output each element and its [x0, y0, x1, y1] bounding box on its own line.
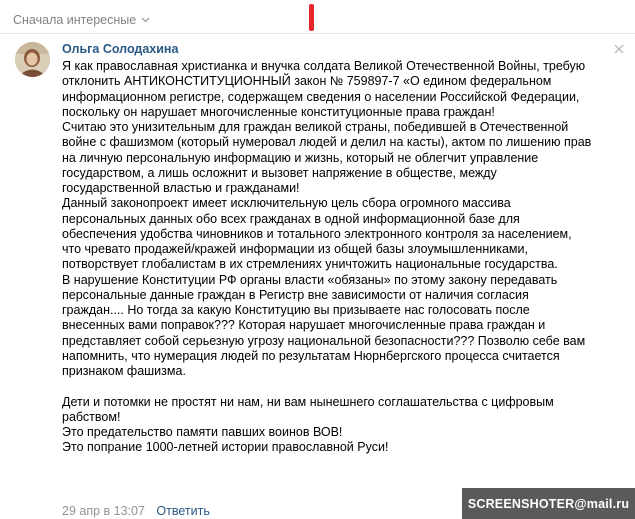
comment-date[interactable]: 29 апр в 13:07 [62, 504, 145, 518]
avatar-photo [15, 42, 50, 77]
comment-author[interactable]: Ольга Солодахина [62, 42, 179, 56]
sort-dropdown[interactable] [13, 13, 150, 27]
comments-sort-bar [0, 0, 635, 34]
chevron-down-icon [141, 17, 150, 23]
comment-meta [62, 504, 210, 518]
sort-label: Сначала интересные [13, 13, 137, 27]
comment-text: Я как православная христианка и внучка солдата Великой Отечественной Войны, требую отклонить АНТИКОНСТИТУЦИОННЫЙ закон № 759897-7 «О едином федеральном информационном регистре, содержащем сведения о населении Российской Федерации, поскольку он нарушает многочисленные конституционные права граждан! Считаю это унизительным для граждан великой страны, победившей в Отечественной войне с фашизмом (который нумеровал людей и делил на касты), актом по лишению прав на личную персональную информацию и жизнь, который не облегчит управление государством, а лишь осложнит и вызовет напряжение в обществе, между государственной властью и гражданами! Данный законопроект имеет исключительную цель сбора огромного массива персональных данных обо всех гражданах в одной информационной базе для обеспечения удобства чиновников и тотального электронного контроля за населением, что чревато продажей/кражей информации из общей базы злоумышленниками, потворствует глобалистам в их стремлениях уничтожить национальные государства. В нарушение Конституции РФ органы власти «обязаны» по этому закону передавать персональные данные граждан в Регистр вне зависимости от наличия согласия граждан.... Но тогда за какую Конституцию вы призываете нас голосовать после внесенных вами поправок??? Которая нарушает многочисленные права граждан и представляет собой серьезную угрозу национальной безопасности??? Позволю себе вам напомнить, что нумерация людей по результатам Нюрнбергского процесса считается признаком фашизма. Дети и потомки не простят ни нам, ни вам нынешнего соглашательства с цифровым рабством! Это предательство памяти павших воинов ВОВ! Это попрание 1000-летней истории православной Руси! [62, 59, 592, 455]
reply-button[interactable]: Ответить [156, 504, 210, 518]
avatar[interactable] [15, 42, 50, 77]
red-marker [309, 4, 314, 31]
screenshoter-watermark: SCREENSHOTER@mail.ru [462, 488, 635, 519]
close-icon[interactable] [614, 44, 624, 54]
